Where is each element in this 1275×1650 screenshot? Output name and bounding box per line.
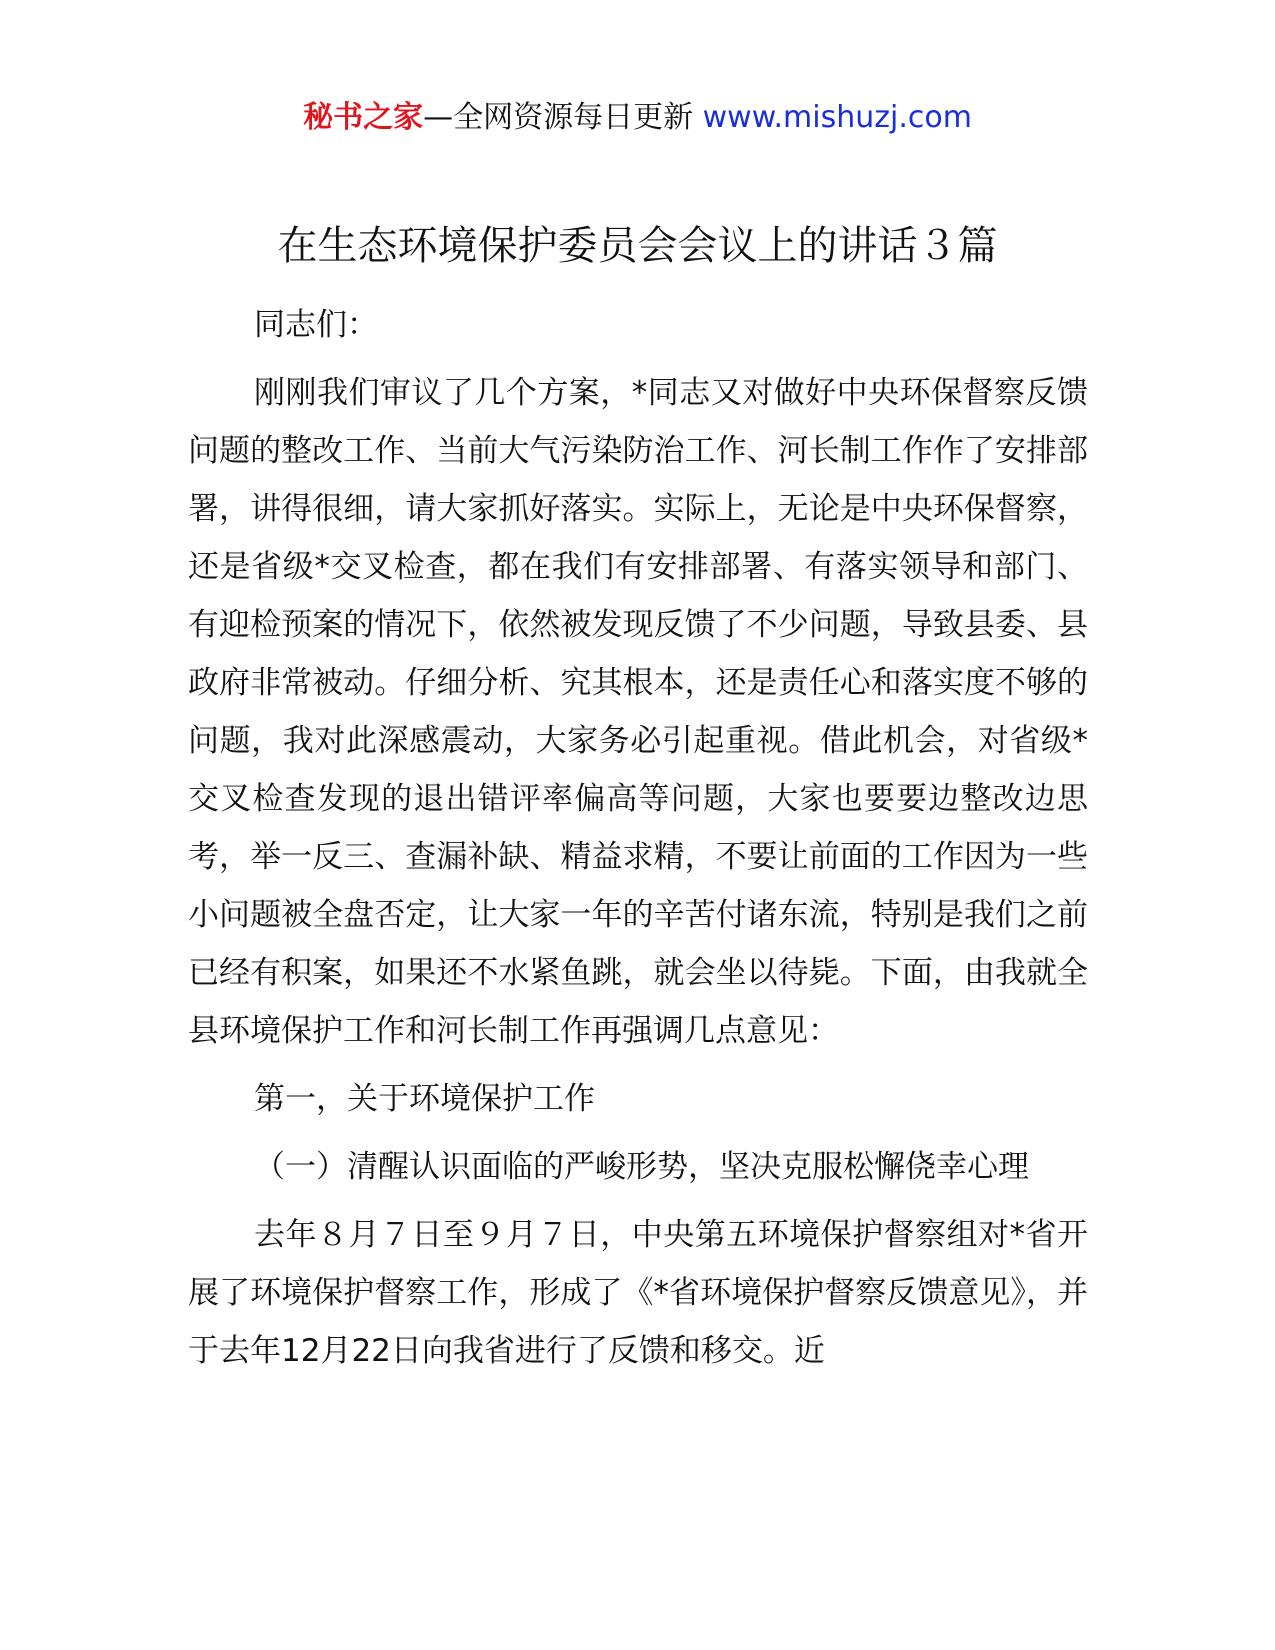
site-brand: 秘书之家: [303, 100, 424, 135]
paragraph-intro: 刚刚我们审议了几个方案，*同志又对做好中央环保督察反馈问题的整改工作、当前大气污染防治工作、河长制工作作了安排部署，讲得很细，请大家抓好落实。实际上，无论是中央环保督察，还是省级*交叉检查，都在我们有安排部署、有落实领导和部门、有迎检预案的情况下，依然被发现反馈了不少问题，导致县委、县政府非常被动。仔细分析、究其根本，还是责任心和落实度不够的问题，我对此深感震动，大家务必引起重视。借此机会，对省级*交叉检查发现的退出错评率偏高等问题，大家也要要边整改边思考，举一反三、查漏补缺、精益求精，不要让前面的工作因为一些小问题被全盘否定，让大家一年的辛苦付诸东流，特别是我们之前已经有积案，如果还不水紧鱼跳，就会坐以待毙。下面，由我就全县环境保护工作和河长制工作再强调几点意见：: [188, 375, 1088, 1049]
subsection-heading: （一）清醒认识面临的严峻形势，坚决克服松懈侥幸心理: [254, 1149, 1029, 1185]
site-tagline: —全网资源每日更新: [423, 100, 703, 135]
paragraph-body: 去年８月７日至９月７日，中央第五环境保护督察组对*省开展了环境保护督察工作，形成了《*省环境保护督察反馈意见》，并于去年12月22日向我省进行了反馈和移交。近: [188, 1217, 1088, 1369]
paragraph-salutation: 同志们：: [254, 307, 378, 343]
site-url-link[interactable]: www.mishuzj.com: [702, 100, 972, 135]
site-header: [0, 98, 1275, 138]
document-title: 在生态环境保护委员会会议上的讲话３篇: [277, 223, 998, 269]
section-heading: 第一，关于环境保护工作: [254, 1081, 595, 1117]
document-body: [188, 296, 1088, 1390]
